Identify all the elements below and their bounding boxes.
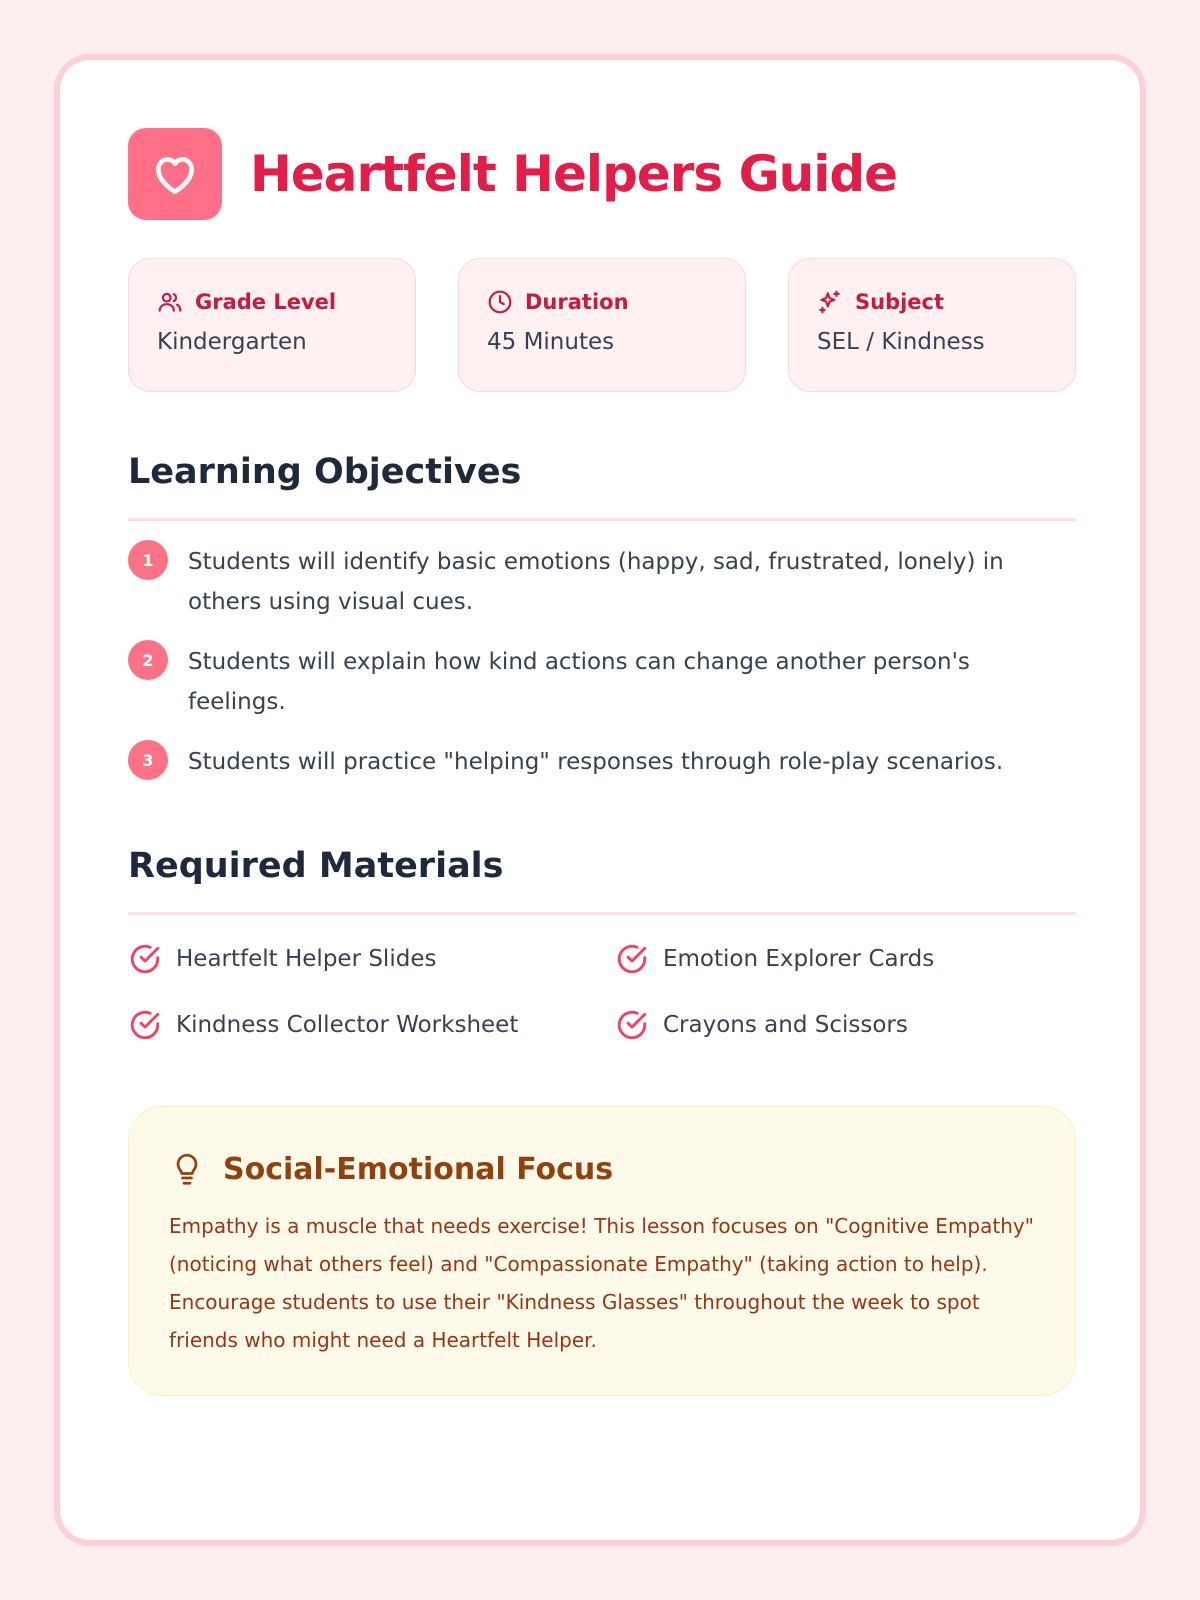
objective-item [128, 642, 1076, 722]
material-item [615, 942, 934, 976]
objectives-divider [128, 518, 1076, 521]
check-circle-icon [615, 1008, 649, 1042]
info-cards [128, 258, 1076, 394]
material-label: Crayons and Scissors [663, 1012, 908, 1038]
materials-divider [128, 912, 1076, 915]
objective-item [128, 742, 1076, 782]
number-badge: 1 [128, 540, 168, 580]
lightbulb-icon [169, 1149, 205, 1189]
material-item [615, 1008, 908, 1042]
material-label: Emotion Explorer Cards [663, 946, 935, 972]
number-badge: 3 [128, 740, 168, 780]
objectives-heading: Learning Objectives [128, 452, 522, 492]
objective-text: Students will practice "helping" responses through role-play scenarios. [188, 749, 1004, 775]
objective-text: Students will identify basic emotions (happy, sad, frustrated, lonely) in others using visual cues. [188, 549, 1004, 615]
material-label: Kindness Collector Worksheet [176, 1012, 519, 1038]
clock-icon [487, 289, 513, 315]
info-card-subject [788, 258, 1076, 392]
info-value: SEL / Kindness [817, 329, 985, 355]
info-label: Duration [525, 290, 629, 314]
material-label: Heartfelt Helper Slides [176, 946, 437, 972]
info-label: Grade Level [195, 290, 337, 314]
check-circle-icon [128, 942, 162, 976]
heart-logo [128, 128, 222, 220]
header [128, 128, 897, 220]
heart-icon [150, 149, 200, 199]
users-icon [157, 289, 183, 315]
material-item [128, 942, 436, 976]
check-circle-icon [128, 1008, 162, 1042]
focus-body: Empathy is a muscle that needs exercise! This lesson focuses on "Cognitive Empathy" (noticing what others feel) and "Compassionate Empathy" (taking action to help). Encourage students to use their "Kindness Glasses" throughout the week to spot friends who might need a Heartfelt Helper. [169, 1214, 1034, 1352]
info-card-grade-level [128, 258, 416, 392]
focus-title: Social-Emotional Focus [223, 1151, 614, 1187]
material-item [128, 1008, 518, 1042]
objective-item [128, 542, 1076, 622]
page-title: Heartfelt Helpers Guide [250, 145, 898, 203]
info-value: Kindergarten [157, 329, 307, 355]
info-card-duration [458, 258, 746, 392]
focus-callout [128, 1106, 1076, 1396]
info-label: Subject [855, 290, 945, 314]
sparkles-icon [817, 289, 843, 315]
materials-heading: Required Materials [128, 846, 504, 886]
info-value: 45 Minutes [487, 329, 615, 355]
check-circle-icon [615, 942, 649, 976]
objective-text: Students will explain how kind actions can change another person's feelings. [188, 649, 970, 715]
lesson-card [54, 54, 1146, 1546]
number-badge: 2 [128, 640, 168, 680]
